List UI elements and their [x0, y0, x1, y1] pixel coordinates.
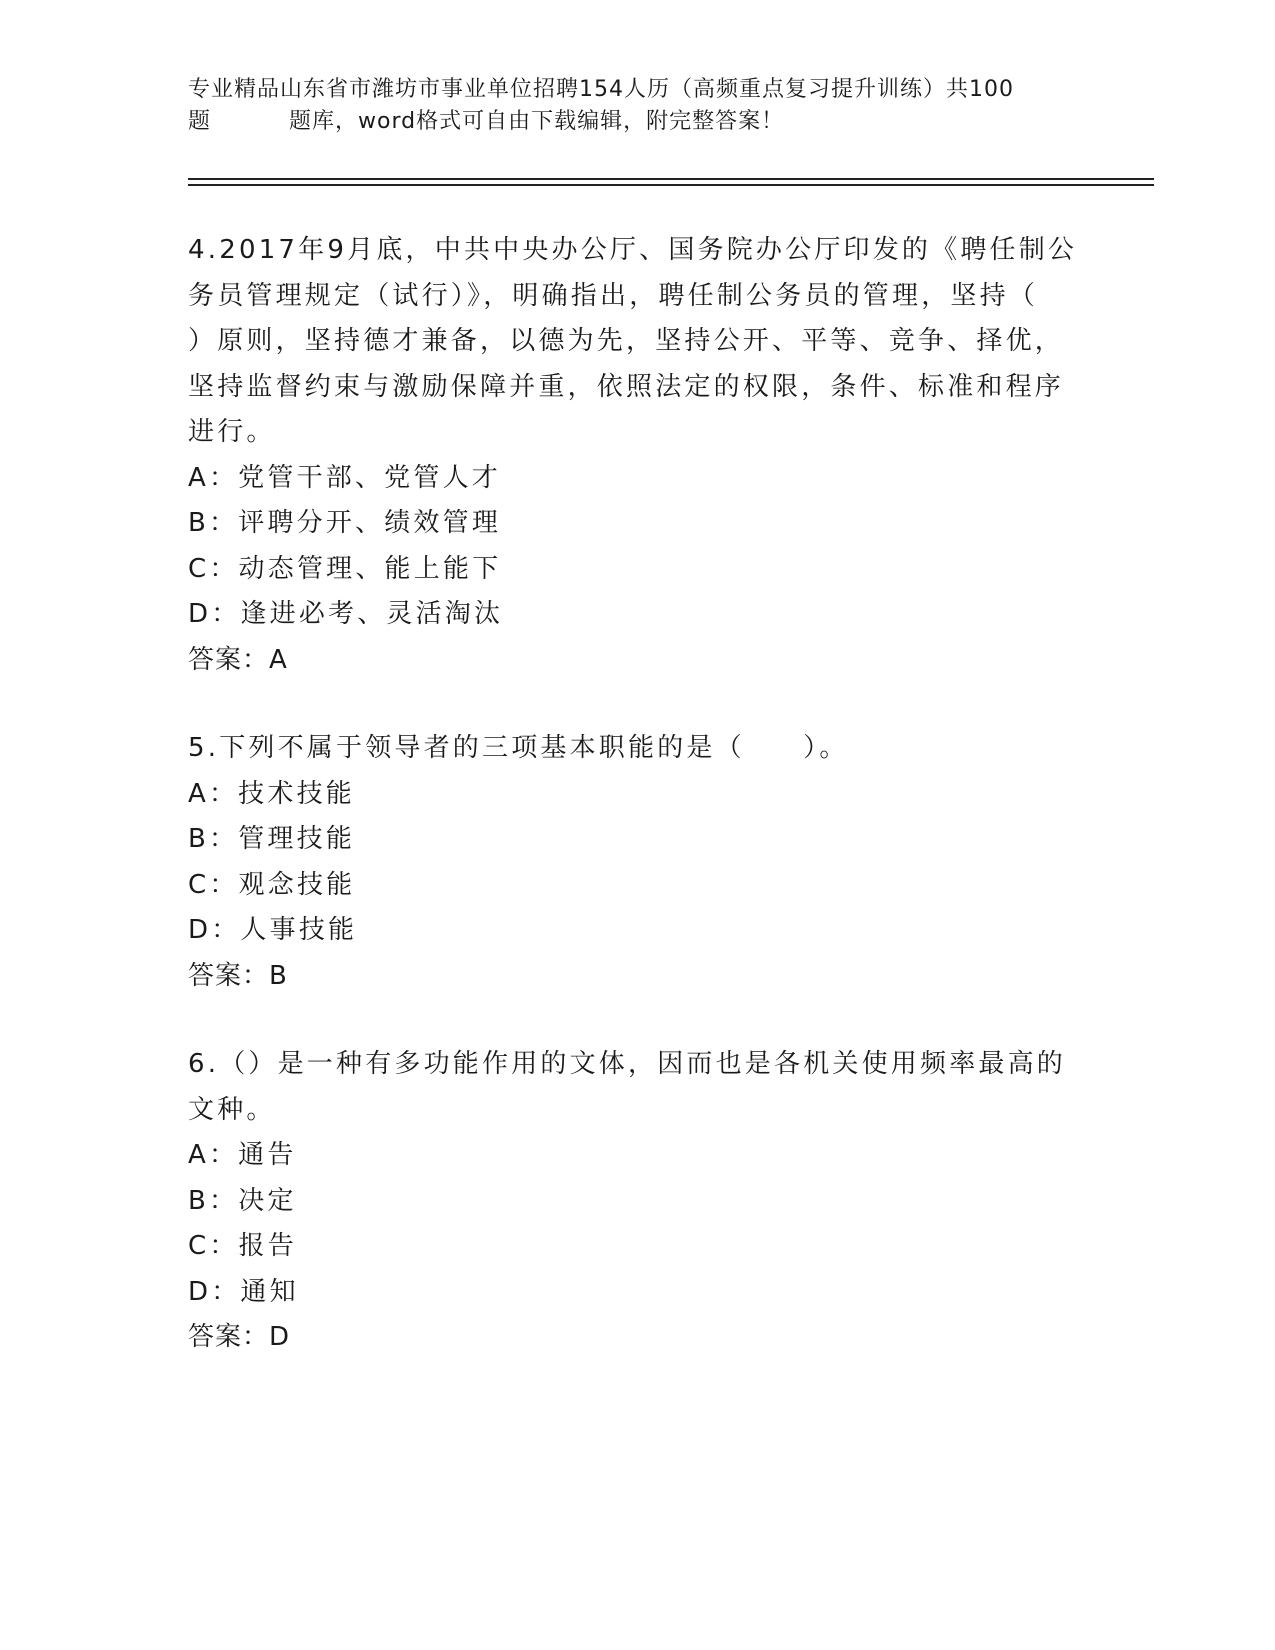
document-header: [188, 74, 1088, 138]
question-4: [188, 228, 1078, 683]
question-6: [188, 1042, 1068, 1361]
question-stem-line: 6.（）是一种有多功能作用的文体，因而也是各机关使用频率最高的: [188, 1049, 1067, 1079]
answer-line: [188, 1315, 1068, 1361]
header-title-line-2: [188, 106, 1088, 138]
answer-label: 答案：: [188, 1322, 270, 1352]
answer-value: D: [269, 1322, 290, 1352]
header-gap: [211, 106, 289, 138]
header-divider-bottom: [188, 184, 1154, 186]
header-title-line-1: 专业精品山东省市潍坊市事业单位招聘154人历（高频重点复习提升训练）共100: [188, 77, 1014, 102]
answer-value: B: [269, 960, 287, 991]
question-stem-line: 进行。: [188, 417, 276, 447]
question-5: [188, 726, 1068, 999]
option-c: C：观念技能: [188, 869, 356, 900]
option-d: D：逢进必考、灵活淘汰: [188, 599, 504, 629]
option-a: A：通告: [188, 1140, 297, 1170]
header-title-line-2-right: 题库，word格式可自由下载编辑，附完整答案！: [289, 109, 785, 134]
question-stem-line: ）原则，坚持德才兼备，以德为先，坚持公开、平等、竞争、择优，: [188, 326, 1065, 356]
option-d: D：通知: [188, 1276, 299, 1307]
question-stem-line: 文种。: [188, 1094, 276, 1125]
option-a: A：党管干部、党管人才: [188, 462, 501, 493]
option-b: B：决定: [188, 1185, 297, 1216]
answer-value: A: [269, 644, 287, 675]
option-c: C：报告: [188, 1231, 297, 1261]
answer-line: [188, 638, 1068, 684]
header-title-line-2-left: 题: [188, 109, 212, 134]
answer-line: [188, 954, 1068, 1000]
option-b: B：管理技能: [188, 824, 356, 854]
header-divider-top: [188, 178, 1154, 180]
answer-label: 答案：: [188, 644, 270, 675]
option-d: D：人事技能: [188, 915, 358, 945]
option-a: A：技术技能: [188, 778, 355, 809]
option-c: C：动态管理、能上能下: [188, 553, 502, 584]
question-stem-line: 5.下列不属于领导者的三项基本职能的是（ ）。: [188, 733, 849, 763]
option-b: B：评聘分开、绩效管理: [188, 508, 502, 538]
question-stem-line: 坚持监督约束与激励保障并重，依照法定的权限，条件、标准和程序: [188, 371, 1065, 402]
answer-label: 答案：: [188, 960, 270, 991]
question-stem-line: 4.2017年9月底，中共中央办公厅、国务院办公厅印发的《聘任制公: [188, 235, 1078, 265]
question-stem-line: 务员管理规定（试行）》，明确指出，聘任制公务员的管理，坚持（: [188, 280, 1039, 311]
